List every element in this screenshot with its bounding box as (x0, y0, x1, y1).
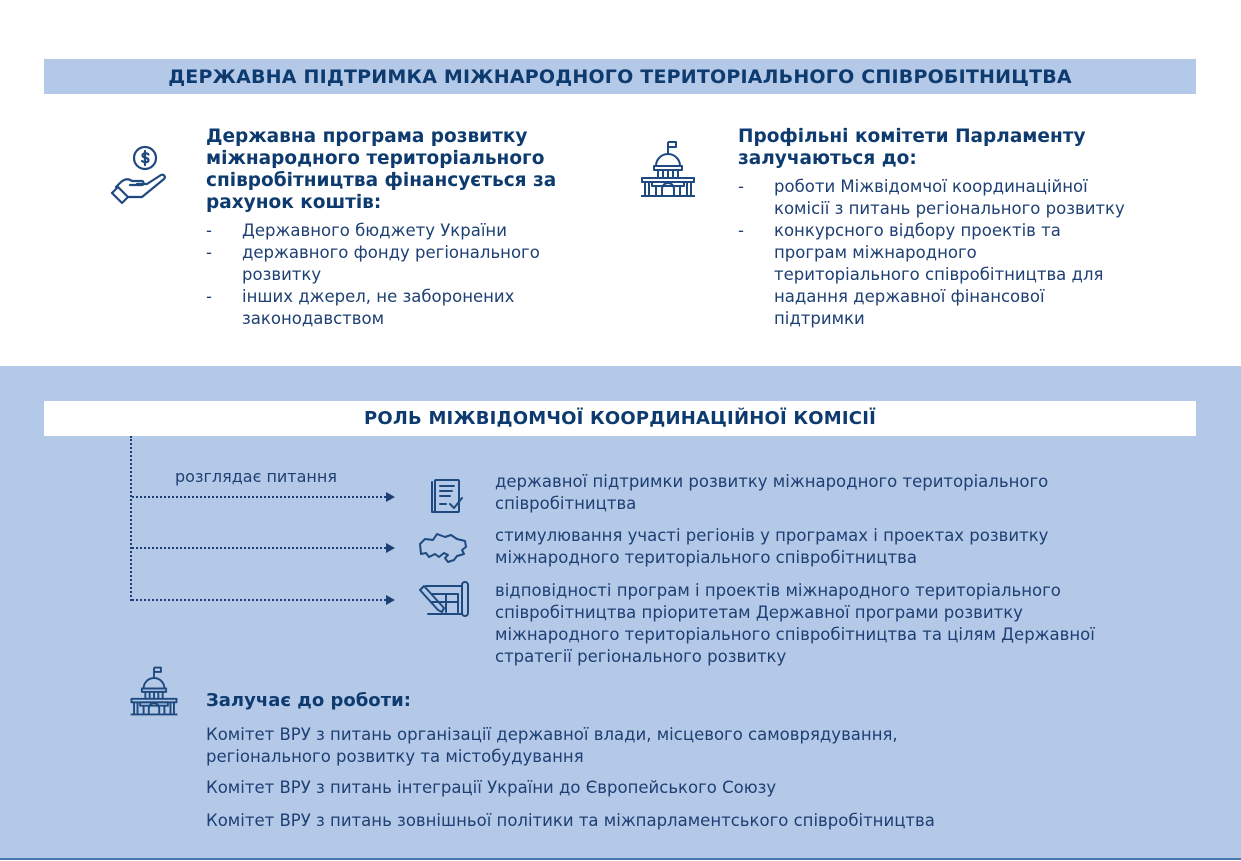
committee-item: Комітет ВРУ з питань зовнішньої політики та міжпарламентського співробітництва (206, 811, 935, 830)
list-item: - Державного бюджету України (206, 221, 507, 240)
parliament-building-icon (128, 664, 180, 718)
arrowhead-icon (386, 492, 395, 502)
section-heading-state-support: ДЕРЖАВНА ПІДТРИМКА МІЖНАРОДНОГО ТЕРИТОРІАЛЬНОГО СПІВРОБІТНИЦТВА (44, 59, 1196, 94)
document-check-icon (428, 478, 468, 516)
list-item: - роботи Міжвідомчої координаційної комісії з питань регіонального розвитку (738, 177, 1125, 218)
hand-coin-icon (108, 144, 172, 206)
connector-arrow-3 (132, 599, 386, 601)
blueprint-plan-icon (418, 580, 470, 618)
ukraine-map-icon (418, 530, 468, 564)
list-item: - конкурсного відбору проектів та програм міжнародного територіального співробітництва для надання державної фінансової підтримки (738, 221, 1104, 328)
committee-item: Комітет ВРУ з питань організації державної влади, місцевого самоврядування, регіонального розвитку та містобудування (206, 725, 898, 766)
engages-title: Залучає до роботи: (206, 690, 411, 711)
parliament-title: Профільні комітети Парламенту залучаються до: (738, 126, 1086, 169)
arrowhead-icon (386, 595, 395, 605)
issue-text: стимулювання участі регіонів у програмах і проектах розвитку міжнародного територіального співробітництва (495, 526, 1049, 567)
arrowhead-icon (386, 543, 395, 553)
issue-text: відповідності програм і проектів міжнародного територіального співробітництва пріоритетам Державної програми розвитку міжнародного територіального співробітництва та цілям Державної стратегії регіонального розвитку (495, 581, 1095, 666)
considers-label: розглядає питання (175, 467, 337, 486)
connector-arrow-2 (132, 547, 386, 549)
list-item: - інших джерел, не заборонених законодавством (206, 287, 515, 328)
connector-vertical (130, 436, 132, 601)
parliament-involvement-list (738, 176, 1148, 330)
connector-arrow-1 (132, 496, 386, 498)
funding-sources-list (206, 220, 586, 330)
list-item: - державного фонду регіонального розвитку (206, 243, 540, 284)
funding-title: Державна програма розвитку міжнародного територіального співробітництва фінансується за рахунок коштів: (206, 126, 557, 213)
section-heading-commission-role: РОЛЬ МІЖВІДОМЧОЇ КООРДИНАЦІЙНОЇ КОМІСІЇ (44, 401, 1196, 436)
parliament-building-icon (638, 138, 698, 200)
issue-text: державної підтримки розвитку міжнародного територіального співробітництва (495, 472, 1049, 513)
committee-item: Комітет ВРУ з питань інтеграції України до Європейського Союзу (206, 778, 777, 797)
